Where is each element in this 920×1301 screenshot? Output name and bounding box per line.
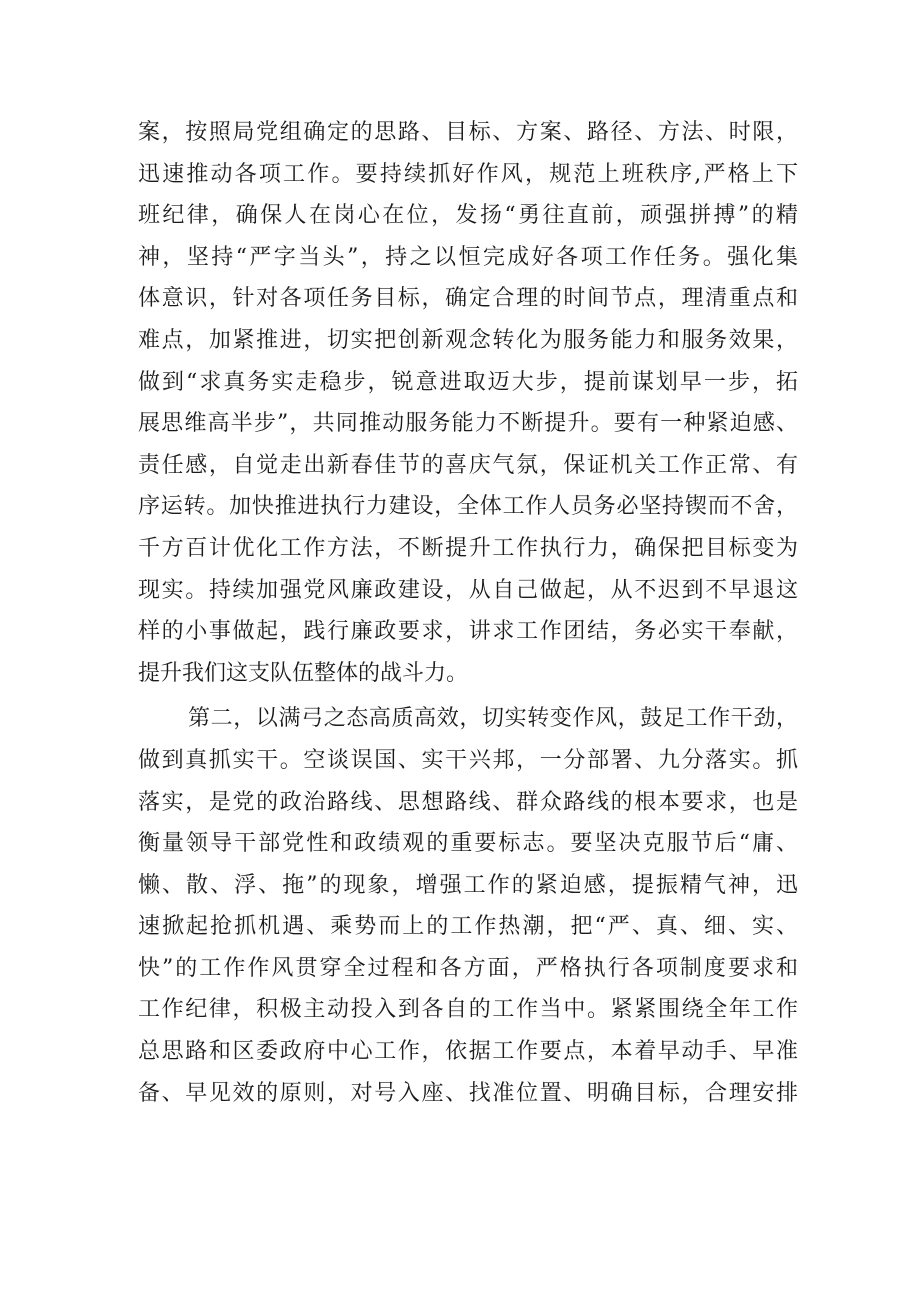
text-line: 工作纪律，积极主动投入到各自的工作当中。紧紧围绕全年工作	[138, 997, 798, 1023]
paragraph-1	[138, 112, 798, 694]
text-line: 班纪律，确保人在岗心在位，发扬“勇往直前，顽强拼搏”的精	[138, 203, 798, 229]
text-line: 案，按照局党组确定的思路、目标、方案、路径、方法、时限，	[138, 120, 798, 145]
text-line: 落实，是党的政治路线、思想路线、群众路线的根本要求，也是	[138, 789, 798, 815]
text-line: 快”的工作作风贯穿全过程和各方面，严格执行各项制度要求和	[138, 955, 798, 981]
text-line: 展思维高半步”，共同推动服务能力不断提升。要有一种紧迫感、	[138, 411, 798, 437]
text-line: 体意识，针对各项任务目标，确定合理的时间节点，理清重点和	[138, 286, 798, 312]
text-line: 神，坚持“严字当头”，持之以恒完成好各项工作任务。强化集	[138, 244, 798, 270]
text-line: 总思路和区委政府中心工作，依据工作要点，本着早动手、早准	[138, 1039, 798, 1065]
text-line: 千方百计优化工作方法，不断提升工作执行力，确保把目标变为	[138, 535, 798, 561]
text-line: 懒、散、浮、拖”的现象，增强工作的紧迫感，提振精气神，迅	[138, 872, 798, 898]
text-line: 第二，以满弓之态高质高效，切实转变作风，鼓足工作干劲，	[188, 706, 798, 732]
text-line: 速掀起抢抓机遇、乘势而上的工作热潮，把“严、真、细、实、	[138, 914, 798, 940]
paragraph-2	[138, 698, 798, 1114]
body-text	[138, 112, 798, 1114]
text-line: 现实。持续加强党风廉政建设，从自己做起，从不迟到不早退这	[138, 577, 798, 603]
text-line: 序运转。加快推进执行力建设，全体工作人员务必坚持锲而不舍，	[138, 494, 798, 520]
text-line: 迅速推动各项工作。要持续抓好作风，规范上班秩序,严格上下	[138, 161, 798, 187]
text-line: 备、早见效的原则，对号入座、找准位置、明确目标，合理安排	[138, 1080, 798, 1106]
text-line: 做到真抓实干。空谈误国、实干兴邦，一分部署、九分落实。抓	[138, 747, 798, 773]
text-line: 样的小事做起，践行廉政要求，讲求工作团结，务必实干奉献，	[138, 619, 798, 645]
text-line: 衡量领导干部党性和政绩观的重要标志。要坚决克服节后“庸、	[138, 831, 798, 857]
text-line: 难点，加紧推进，切实把创新观念转化为服务能力和服务效果，	[138, 327, 798, 353]
text-line: 提升我们这支队伍整体的战斗力。	[138, 660, 469, 686]
text-line: 做到“求真务实走稳步，锐意进取迈大步，提前谋划早一步，拓	[138, 369, 798, 395]
text-line: 责任感，自觉走出新春佳节的喜庆气氛，保证机关工作正常、有	[138, 452, 798, 478]
